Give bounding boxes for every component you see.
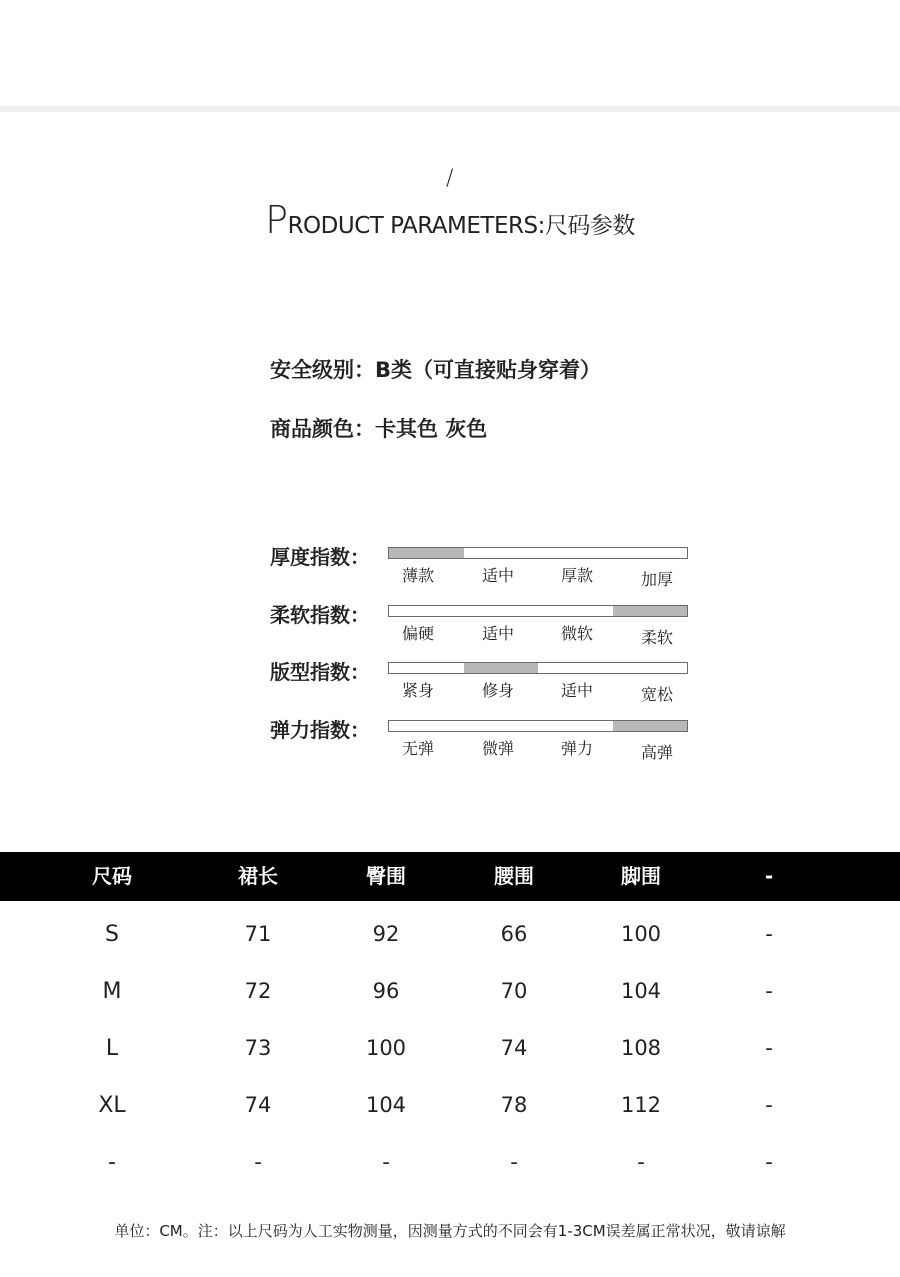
- top-blank-band: [0, 0, 900, 106]
- index-bar-fill: [464, 663, 539, 673]
- index-option: 适中: [482, 624, 515, 643]
- size-cell: -: [108, 1150, 116, 1175]
- safety-level-line: [270, 354, 601, 384]
- index-row: [270, 541, 700, 591]
- table-cell: 71: [244, 922, 272, 946]
- table-cell: -: [382, 1150, 390, 1174]
- table-header-cell: 臀围: [366, 864, 406, 888]
- index-bar-fill: [389, 548, 464, 558]
- size-cell: M: [102, 979, 122, 1004]
- table-cell: -: [510, 1150, 518, 1174]
- index-option: 紧身: [402, 681, 435, 700]
- index-option: 加厚: [641, 570, 674, 589]
- table-cell: -: [765, 1036, 773, 1060]
- index-option: 宽松: [641, 685, 674, 704]
- title-slash: /: [446, 166, 454, 191]
- index-option: 厚款: [561, 566, 594, 585]
- index-option: 适中: [561, 681, 594, 700]
- index-row: [270, 599, 700, 649]
- table-row: [0, 963, 900, 1020]
- index-bar-fill: [613, 721, 688, 731]
- product-color-value: 卡其色 灰色: [375, 417, 488, 441]
- table-cell: -: [765, 979, 773, 1003]
- table-cell: 100: [620, 922, 662, 946]
- index-option: 适中: [482, 566, 515, 585]
- title-rest: RODUCT PARAMETERS:尺码参数: [287, 213, 635, 239]
- index-option: 微弹: [482, 739, 515, 758]
- table-cell: 96: [372, 979, 400, 1003]
- index-options: [388, 678, 708, 702]
- index-option: 偏硬: [402, 624, 435, 643]
- footnote: 单位：CM。注：以上尺码为人工实物测量，因测量方式的不同会有1-3CM误差属正常状况，敬请谅解: [114, 1222, 786, 1240]
- index-options: [388, 621, 708, 645]
- index-option: 柔软: [641, 628, 674, 647]
- size-cell: XL: [98, 1093, 126, 1118]
- table-cell: 92: [372, 922, 400, 946]
- table-header-cell: -: [764, 864, 774, 888]
- index-bar: [388, 605, 688, 617]
- table-cell: 104: [620, 979, 662, 1003]
- table-header-cell: 腰围: [494, 864, 534, 888]
- table-cell: 74: [244, 1093, 272, 1117]
- index-option: 薄款: [402, 566, 435, 585]
- size-cell: L: [105, 1036, 119, 1061]
- index-option: 修身: [482, 681, 515, 700]
- index-option: 微软: [561, 624, 594, 643]
- table-header-cell: 裙长: [238, 864, 278, 888]
- table-cell: 104: [365, 1093, 407, 1117]
- index-row: [270, 656, 700, 706]
- table-row: [0, 906, 900, 963]
- index-options: [388, 563, 708, 587]
- table-cell: 70: [500, 979, 528, 1003]
- size-table-header: [0, 852, 900, 901]
- page-title: [0, 198, 900, 242]
- index-label: 厚度指数：: [270, 545, 370, 569]
- index-option: 高弹: [641, 743, 674, 762]
- table-cell: 72: [244, 979, 272, 1003]
- table-row: [0, 1020, 900, 1077]
- title-first-letter: P: [265, 198, 288, 242]
- table-row: [0, 1077, 900, 1134]
- table-cell: -: [637, 1150, 645, 1174]
- index-bar: [388, 662, 688, 674]
- product-color-label: 商品颜色：: [270, 417, 375, 441]
- index-row: [270, 714, 700, 764]
- table-cell: 112: [620, 1093, 662, 1117]
- table-header-cell: 尺码: [92, 864, 132, 888]
- table-cell: -: [765, 1093, 773, 1117]
- index-option: 无弹: [402, 739, 435, 758]
- table-cell: 74: [500, 1036, 528, 1060]
- top-divider: [0, 106, 900, 112]
- table-row: [0, 1134, 900, 1191]
- index-bar: [388, 720, 688, 732]
- table-cell: 100: [365, 1036, 407, 1060]
- table-cell: 66: [500, 922, 528, 946]
- index-label: 柔软指数：: [270, 603, 370, 627]
- safety-level-value: B类（可直接贴身穿着）: [375, 358, 602, 382]
- table-cell: -: [765, 922, 773, 946]
- index-label: 弹力指数：: [270, 718, 370, 742]
- index-label: 版型指数：: [270, 660, 370, 684]
- index-options: [388, 736, 708, 760]
- index-bar-fill: [613, 606, 688, 616]
- table-cell: -: [254, 1150, 262, 1174]
- safety-level-label: 安全级别：: [270, 358, 375, 382]
- index-bar: [388, 547, 688, 559]
- size-cell: S: [105, 922, 119, 947]
- table-header-cell: 脚围: [621, 864, 661, 888]
- index-option: 弹力: [561, 739, 594, 758]
- table-cell: -: [765, 1150, 773, 1174]
- table-cell: 73: [244, 1036, 272, 1060]
- table-cell: 78: [500, 1093, 528, 1117]
- table-cell: 108: [620, 1036, 662, 1060]
- product-color-line: [270, 413, 487, 443]
